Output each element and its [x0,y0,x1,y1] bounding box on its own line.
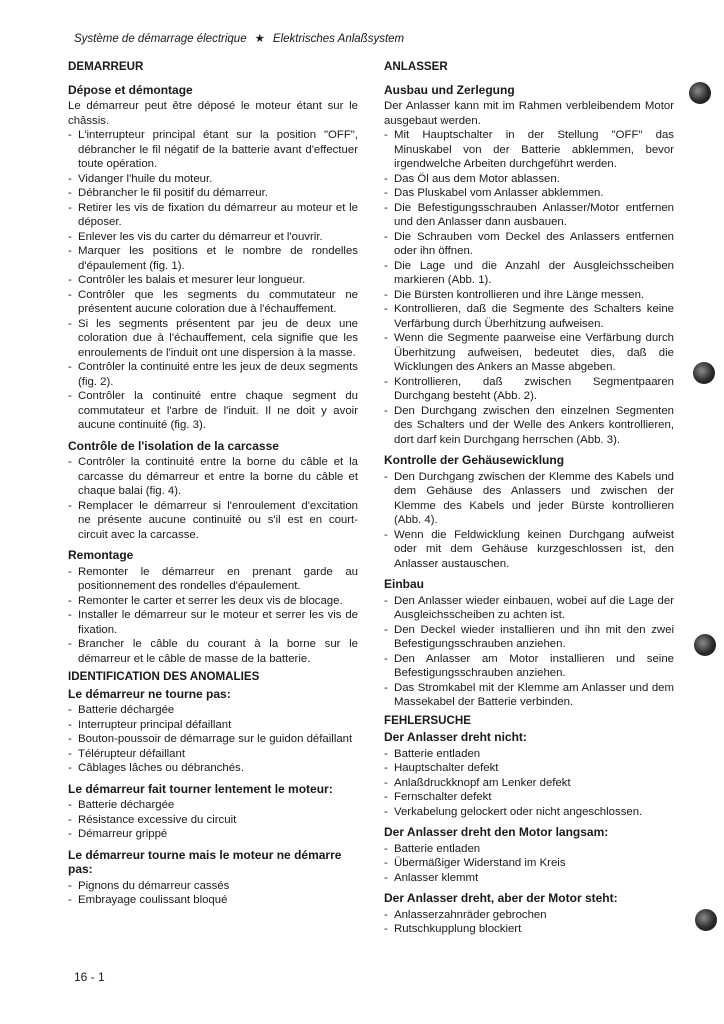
list-item: - Die Befestigungsschrauben Anlasser/Motor entfernen und den Anlasser dann ausbauen. [384,201,674,230]
list-item: - L'interrupteur principal étant sur la position "OFF", débrancher le fil négatif de la batterie avant d'effectuer toute opération. [68,128,358,172]
section-heading-fehlersuche: FEHLERSUCHE [384,713,471,727]
list-item: - Den Durchgang zwischen den einzelnen Segmenten des Schalters und der Welle des Ankers kontrollieren, dort darf kein Durchgang herrschen (Abb. 3). [384,404,674,448]
list-dreht-langsam [384,842,674,886]
list-item: - Rutschkupplung blockiert [384,922,674,937]
list-item: - Batterie déchargée [68,703,358,718]
binder-hole-icon [693,362,715,384]
section-heading-identification: IDENTIFICATION DES ANOMALIES [68,670,260,683]
list-dreht-nicht [384,747,674,820]
list-item: - Kontrollieren, daß zwischen Segmentpaaren Durchgang besteht (Abb. 2). [384,375,674,404]
intro-paragraph: Le démarreur peut être déposé le moteur étant sur le châssis. [68,100,358,127]
list-item: - Vidanger l'huile du moteur. [68,172,358,187]
list-item: - Anlasserzahnräder gebrochen [384,908,674,923]
header-title-fr: Système de démarrage électrique [74,33,247,45]
list-depose [68,128,358,433]
subheading-ausbau: Ausbau und Zerlegung [384,82,515,97]
subheading-depose: Dépose et démontage [68,82,193,97]
list-item: - Contrôler que les segments du commutateur ne présentent aucune coloration due à l'échauffement. [68,288,358,317]
list-item: - Contrôler la continuité entre les jeux de deux segments (fig. 2). [68,360,358,389]
list-item: - Kontrollieren, daß die Segmente des Schalters keine Verfärbung durch Überhitzung aufweisen. [384,302,674,331]
list-item: - Den Deckel wieder installieren und ihn mit den zwei Befestigungsschrauben anziehen. [384,623,674,652]
list-item: - Remplacer le démarreur si l'enroulement d'excitation ne présente aucune continuité ou s'il est en court-circuit avec la carcasse. [68,499,358,543]
subheading-dreht-nicht: Der Anlasser dreht nicht: [384,730,527,744]
list-controle-carcasse [68,455,358,542]
intro-paragraph: Der Anlasser kann mit im Rahmen verbleibendem Motor ausgebaut werden. [384,100,674,127]
list-item: - Si les segments présentent par jeu de deux une coloration due à l'échauffement, cela signifie que les enroulements de l'induit ont une dispersion à la masse. [68,317,358,361]
list-item: - Pignons du démarreur cassés [68,879,358,894]
list-item: - Télérupteur défaillant [68,747,358,762]
header-title-de: Elektrisches Anlaßsystem [272,33,405,45]
page-header [74,31,404,45]
subheading-tourne-lentement: Le démarreur fait tourner lentement le moteur: [68,781,333,796]
list-item: - Contrôler la continuité entre chaque segment du commutateur et l'arbre de l'induit. Il ne doit y avoir aucune continuité (fig. 3). [68,389,358,433]
list-item: - Batterie entladen [384,747,674,762]
binder-hole-icon [695,909,717,931]
subheading-gehaeusewicklung: Kontrolle der Gehäusewicklung [384,453,565,467]
list-item: - Remonter le démarreur en prenant garde au positionnement des rondelles d'épaulement. [68,565,358,594]
binder-hole-icon [694,634,716,656]
list-item: - Mit Hauptschalter in der Stellung "OFF" das Minuskabel von der Batterie abklemmen, bevor irgendwelche Arbeiten durchgeführt werden. [384,128,674,172]
list-item: - Anlaßdruckknopf am Lenker defekt [384,776,674,791]
subheading-remontage: Remontage [68,548,134,562]
binder-hole-icon [689,82,711,104]
list-item: - Installer le démarreur sur le moteur et serrer les vis de fixation. [68,608,358,637]
list-item: - Batterie entladen [384,842,674,857]
list-item: - Anlasser klemmt [384,871,674,886]
list-item: - Marquer les positions et le nombre de rondelles d'épaulement (fig. 1). [68,244,358,273]
subheading-einbau: Einbau [384,577,425,591]
list-item: - Débrancher le fil positif du démarreur. [68,186,358,201]
list-item: - Den Anlasser am Motor installieren und seine Befestigungsschrauben anziehen. [384,652,674,681]
list-item: - Démarreur grippé [68,827,358,842]
list-item: - Embrayage coulissant bloqué [68,893,358,908]
list-tourne-lentement [68,798,358,842]
list-item: - Die Bürsten kontrollieren und ihre Länge messen. [384,288,674,303]
list-item: - Fernschalter defekt [384,790,674,805]
list-motor-steht [384,908,674,937]
list-item: - Câblages lâches ou débranchés. [68,761,358,776]
list-item: - Enlever les vis du carter du démarreur et l'ouvrir. [68,230,358,245]
list-item: - Wenn die Feldwicklung keinen Durchgang aufweist oder mit dem Gehäuse kurzgeschlossen ist, den Anlasser austauschen. [384,528,674,572]
list-ne-tourne-pas [68,703,358,776]
list-item: - Hauptschalter defekt [384,761,674,776]
list-item: - Retirer les vis de fixation du démarreur au moteur et le déposer. [68,201,358,230]
list-item: - Contrôler les balais et mesurer leur longueur. [68,273,358,288]
list-item: - Das Pluskabel vom Anlasser abklemmen. [384,186,674,201]
list-item: - Bouton-poussoir de démarrage sur le guidon défaillant [68,732,358,747]
list-ausbau [384,128,674,447]
list-item: - Den Anlasser wieder einbauen, wobei auf die Lage der Ausgleichsscheiben zu achten ist. [384,594,674,623]
subheading-motor-steht: Der Anlasser dreht, aber der Motor steht: [384,891,618,905]
column-german [384,60,674,937]
list-einbau [384,594,674,710]
section-heading-demarreur: DEMARREUR [68,60,144,73]
list-gehaeusewicklung [384,470,674,572]
list-item: - Remonter le carter et serrer les deux vis de blocage. [68,594,358,609]
list-remontage [68,565,358,667]
page-number: 16 - 1 [74,970,105,984]
list-item: - Wenn die Segmente paarweise eine Verfärbung durch Überhitzung aufweisen, bedeutet dies, daß die Wicklungen des Ankers an Masse abgeben. [384,331,674,375]
list-moteur-ne-demarre-pas [68,879,358,908]
section-heading-anlasser: ANLASSER [384,60,448,73]
subheading-controle-carcasse: Contrôle de l'isolation de la carcasse [68,438,279,453]
list-item: - Das Öl aus dem Motor ablassen. [384,172,674,187]
list-item: - Den Durchgang zwischen der Klemme des Kabels und dem Gehäuse des Anlassers und zwischen der Klemme des Kabels und jeder Bürste kontrollieren (Abb. 4). [384,470,674,528]
header-star-separator: ★ [254,33,265,45]
list-item: - Die Schrauben vom Deckel des Anlassers entfernen oder ihn öffnen. [384,230,674,259]
list-item: - Brancher le câble du courant à la borne sur le démarreur et le câble de masse de la batterie. [68,637,358,666]
subheading-dreht-langsam: Der Anlasser dreht den Motor langsam: [384,825,609,839]
list-item: - Interrupteur principal défaillant [68,718,358,733]
subheading-ne-tourne-pas: Le démarreur ne tourne pas: [68,686,231,701]
list-item: - Verkabelung gelockert oder nicht angeschlossen. [384,805,674,820]
list-item: - Das Stromkabel mit der Klemme am Anlasser und dem Massekabel der Batterie verbinden. [384,681,674,710]
list-item: - Übermäßiger Widerstand im Kreis [384,856,674,871]
column-french [68,60,358,908]
list-item: - Batterie déchargée [68,798,358,813]
list-item: - Contrôler la continuité entre la borne du câble et la carcasse du démarreur et entre la borne du câble et chaque balai (fig. 4). [68,455,358,499]
subheading-moteur-ne-demarre-pas: Le démarreur tourne mais le moteur ne démarre pas: [68,847,342,876]
list-item: - Résistance excessive du circuit [68,813,358,828]
list-item: - Die Lage und die Anzahl der Ausgleichsscheiben markieren (Abb. 1). [384,259,674,288]
